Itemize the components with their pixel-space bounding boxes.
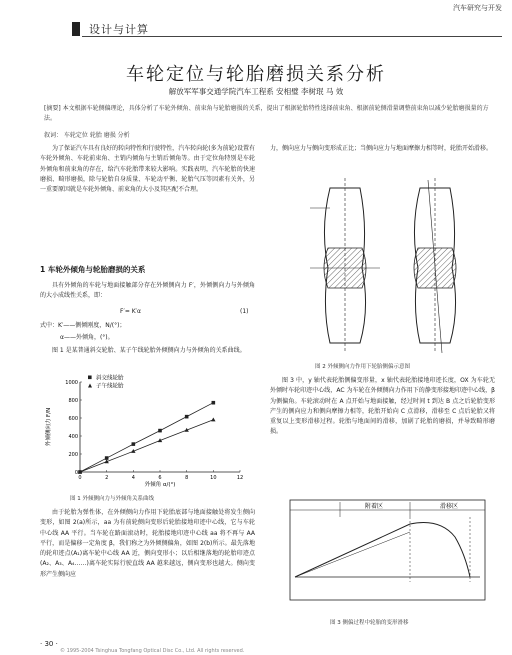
section-banner (82, 22, 502, 37)
x-tick-label: 0 (78, 475, 82, 481)
figure-1-chart (40, 372, 255, 487)
fig3-region-slip: 滑移区 (440, 503, 459, 510)
legend-marker-2 (88, 384, 92, 388)
banner-block (72, 22, 80, 36)
tire-diagram-b (414, 178, 456, 353)
legend-marker-1 (88, 376, 92, 380)
data-point-series-1 (212, 401, 216, 405)
paragraph-fig3-explanation: 图 3 中，y 轴代表轮胎侧偏变形量，x 轴代表轮胎接地印迹长度，OX 为车轮无外倾时车轮印迹中心线，AC 为车轮在外倾侧向力作用下的静变形接地印迹中心线，β 为侧偏角。车轮滚动时在 A 点开始与地面接触，经过时间 t 到达 B 点之后轮胎变形产生的侧向应力和侧向摩擦力相等，轮胎开始向 C 点滑移，滑移至 C 点后轮胎又将重复以上变形滑移过程。轮胎与地面间的滑移，加剧了轮胎的磨损，并导致畸形磨损。 (270, 377, 495, 436)
right-column-top (270, 144, 495, 154)
figure-2-diagram (290, 168, 490, 358)
x-tick-label: 4 (131, 475, 135, 481)
paragraph-lateral-force: 具有外倾角的车轮与地面接触部分存在外倾侧向力 F′，外倾侧向力与外倾角的大小成线性关系，即： (40, 282, 255, 300)
x-tick-label: 2 (105, 475, 109, 481)
legend-label-2: 子午线轮胎 (96, 383, 124, 390)
paragraph-continued: 力，侧向应力与侧向变形成正比；当侧向应力与地面摩擦力相等时，轮胎开始滑移。 (270, 145, 493, 152)
journal-name: 汽车研究与开发 (453, 4, 502, 12)
footer-copyright: © 1995-2004 Tsinghua Tongfang Optical Disc Co., Ltd. All rights reserved. (60, 648, 245, 654)
left-column-mid (40, 281, 255, 302)
data-point-series-1 (185, 415, 189, 419)
fig3-region-adhesion: 附着区 (365, 503, 384, 510)
series-line-2 (80, 420, 213, 472)
left-column-top (40, 144, 255, 195)
x-axis-label: 外倾角 α/(°) (144, 482, 176, 487)
intro-paragraph: 为了保证汽车具有良好的转向特性和行驶特性，汽车转向轮(多为前轮)设置有车轮外倾角、车轮前束角、主销内倾角与主销后倾角等。由于定位角特别是车轮外倾角和前束角的存在，给汽车轮胎带来较大影响。实践表明，汽车轮胎的快速磨损、畸形磨损，除与轮胎自身质量、车轮动平衡、轮胎气压等因素有关外，另一重要原因就是车轮外倾角、前束角的大小及其匹配不合理。 (40, 145, 255, 194)
page-number: · 30 · (40, 640, 58, 648)
fig3-curve (295, 523, 470, 577)
x-tick-label: 10 (210, 475, 217, 481)
y-tick-label: 600 (68, 416, 78, 422)
fig3-static-line (295, 532, 410, 577)
keywords: 叙词： 车轮定位 轮胎 磨损 分析 (44, 132, 130, 139)
data-point-series-1 (132, 442, 136, 446)
paragraph-fig1-ref: 图 1 是某普通斜交轮胎、某子午线轮胎外倾侧向力与外倾角的关系曲线。 (52, 347, 246, 354)
article-title: 车轮定位与轮胎磨损关系分析 (126, 64, 386, 85)
y-axis-label: 外倾侧向力 F/N (46, 407, 52, 447)
abstract: [摘要] 本文根据车轮侧偏理论，具体分析了车轮外倾角、前束角与轮胎磨损的关系，提出了根据轮胎特性选择前束角、根据前轮侧滑量调整前束角以减少轮胎磨损量的方法。 (44, 105, 489, 122)
x-tick-label: 8 (185, 475, 189, 481)
figure-3-diagram (280, 492, 495, 612)
y-tick-label: 1000 (65, 380, 78, 386)
left-column-fig-ref (40, 346, 255, 356)
tire-diagram-a (310, 178, 380, 353)
right-column-mid (270, 376, 495, 438)
legend-label-1: 斜交线轮胎 (96, 375, 124, 382)
equation-note-2: α——外倾角，(°)。 (60, 334, 114, 341)
equation-1: F′= K′α (120, 308, 141, 315)
y-tick-label: 200 (68, 452, 78, 458)
y-tick-label: 0 (74, 470, 78, 476)
data-point-series-2 (211, 418, 215, 422)
paragraph-deformation: 由于轮胎为弹性体，在外倾侧向力作用下轮胎底部与地面接触处将发生侧向变形，如图 2(a)所示，aa 为有前轮侧向变形后轮胎接地印迹中心线，它与车轮中心线 AA 平行。当车轮在路面滚动时，轮胎接地印迹中心线 aa 将不再与 AA 平行，而是偏移一定角度 β，我们称之为外倾侧偏角，如图 2(b)所示。最先落地的轮印迹点(A₁)离车轮中心线 AA 近，侧向变形小；以后相继落地的轮胎印迹点(A₂、A₃、A₄……)离车轮实际行驶直线 AA 越来越远，侧向变形也越大。侧向变形产生侧向应 (40, 509, 255, 578)
x-tick-label: 6 (158, 475, 162, 481)
left-column-bottom (40, 508, 255, 580)
series-line-1 (80, 403, 213, 472)
data-point-series-1 (105, 456, 109, 460)
x-tick-label: 12 (236, 475, 244, 481)
figure-3-caption: 图 3 侧偏过程中轮胎的变形滑移 (330, 620, 409, 626)
y-tick-label: 800 (68, 398, 78, 404)
y-tick-label: 400 (68, 434, 78, 440)
section-heading-1: 1 车轮外倾角与轮胎磨损的关系 (40, 265, 146, 274)
data-point-series-1 (158, 429, 162, 433)
figure-1-caption: 图 1 外倾侧向力与外倾角关系曲线 (70, 496, 154, 502)
author-line: 解放军军事交通学院汽车工程系 安相璧 李树珉 马 效 (168, 87, 344, 96)
figure-2-caption: 图 2 外倾侧向力作用下轮胎侧偏示意图 (315, 364, 410, 370)
equation-number: (1) (240, 308, 249, 315)
section-label: 设计与计算 (89, 23, 149, 36)
equation-note-1: 式中：K′——侧倾刚度，N/(°)； (40, 322, 126, 329)
